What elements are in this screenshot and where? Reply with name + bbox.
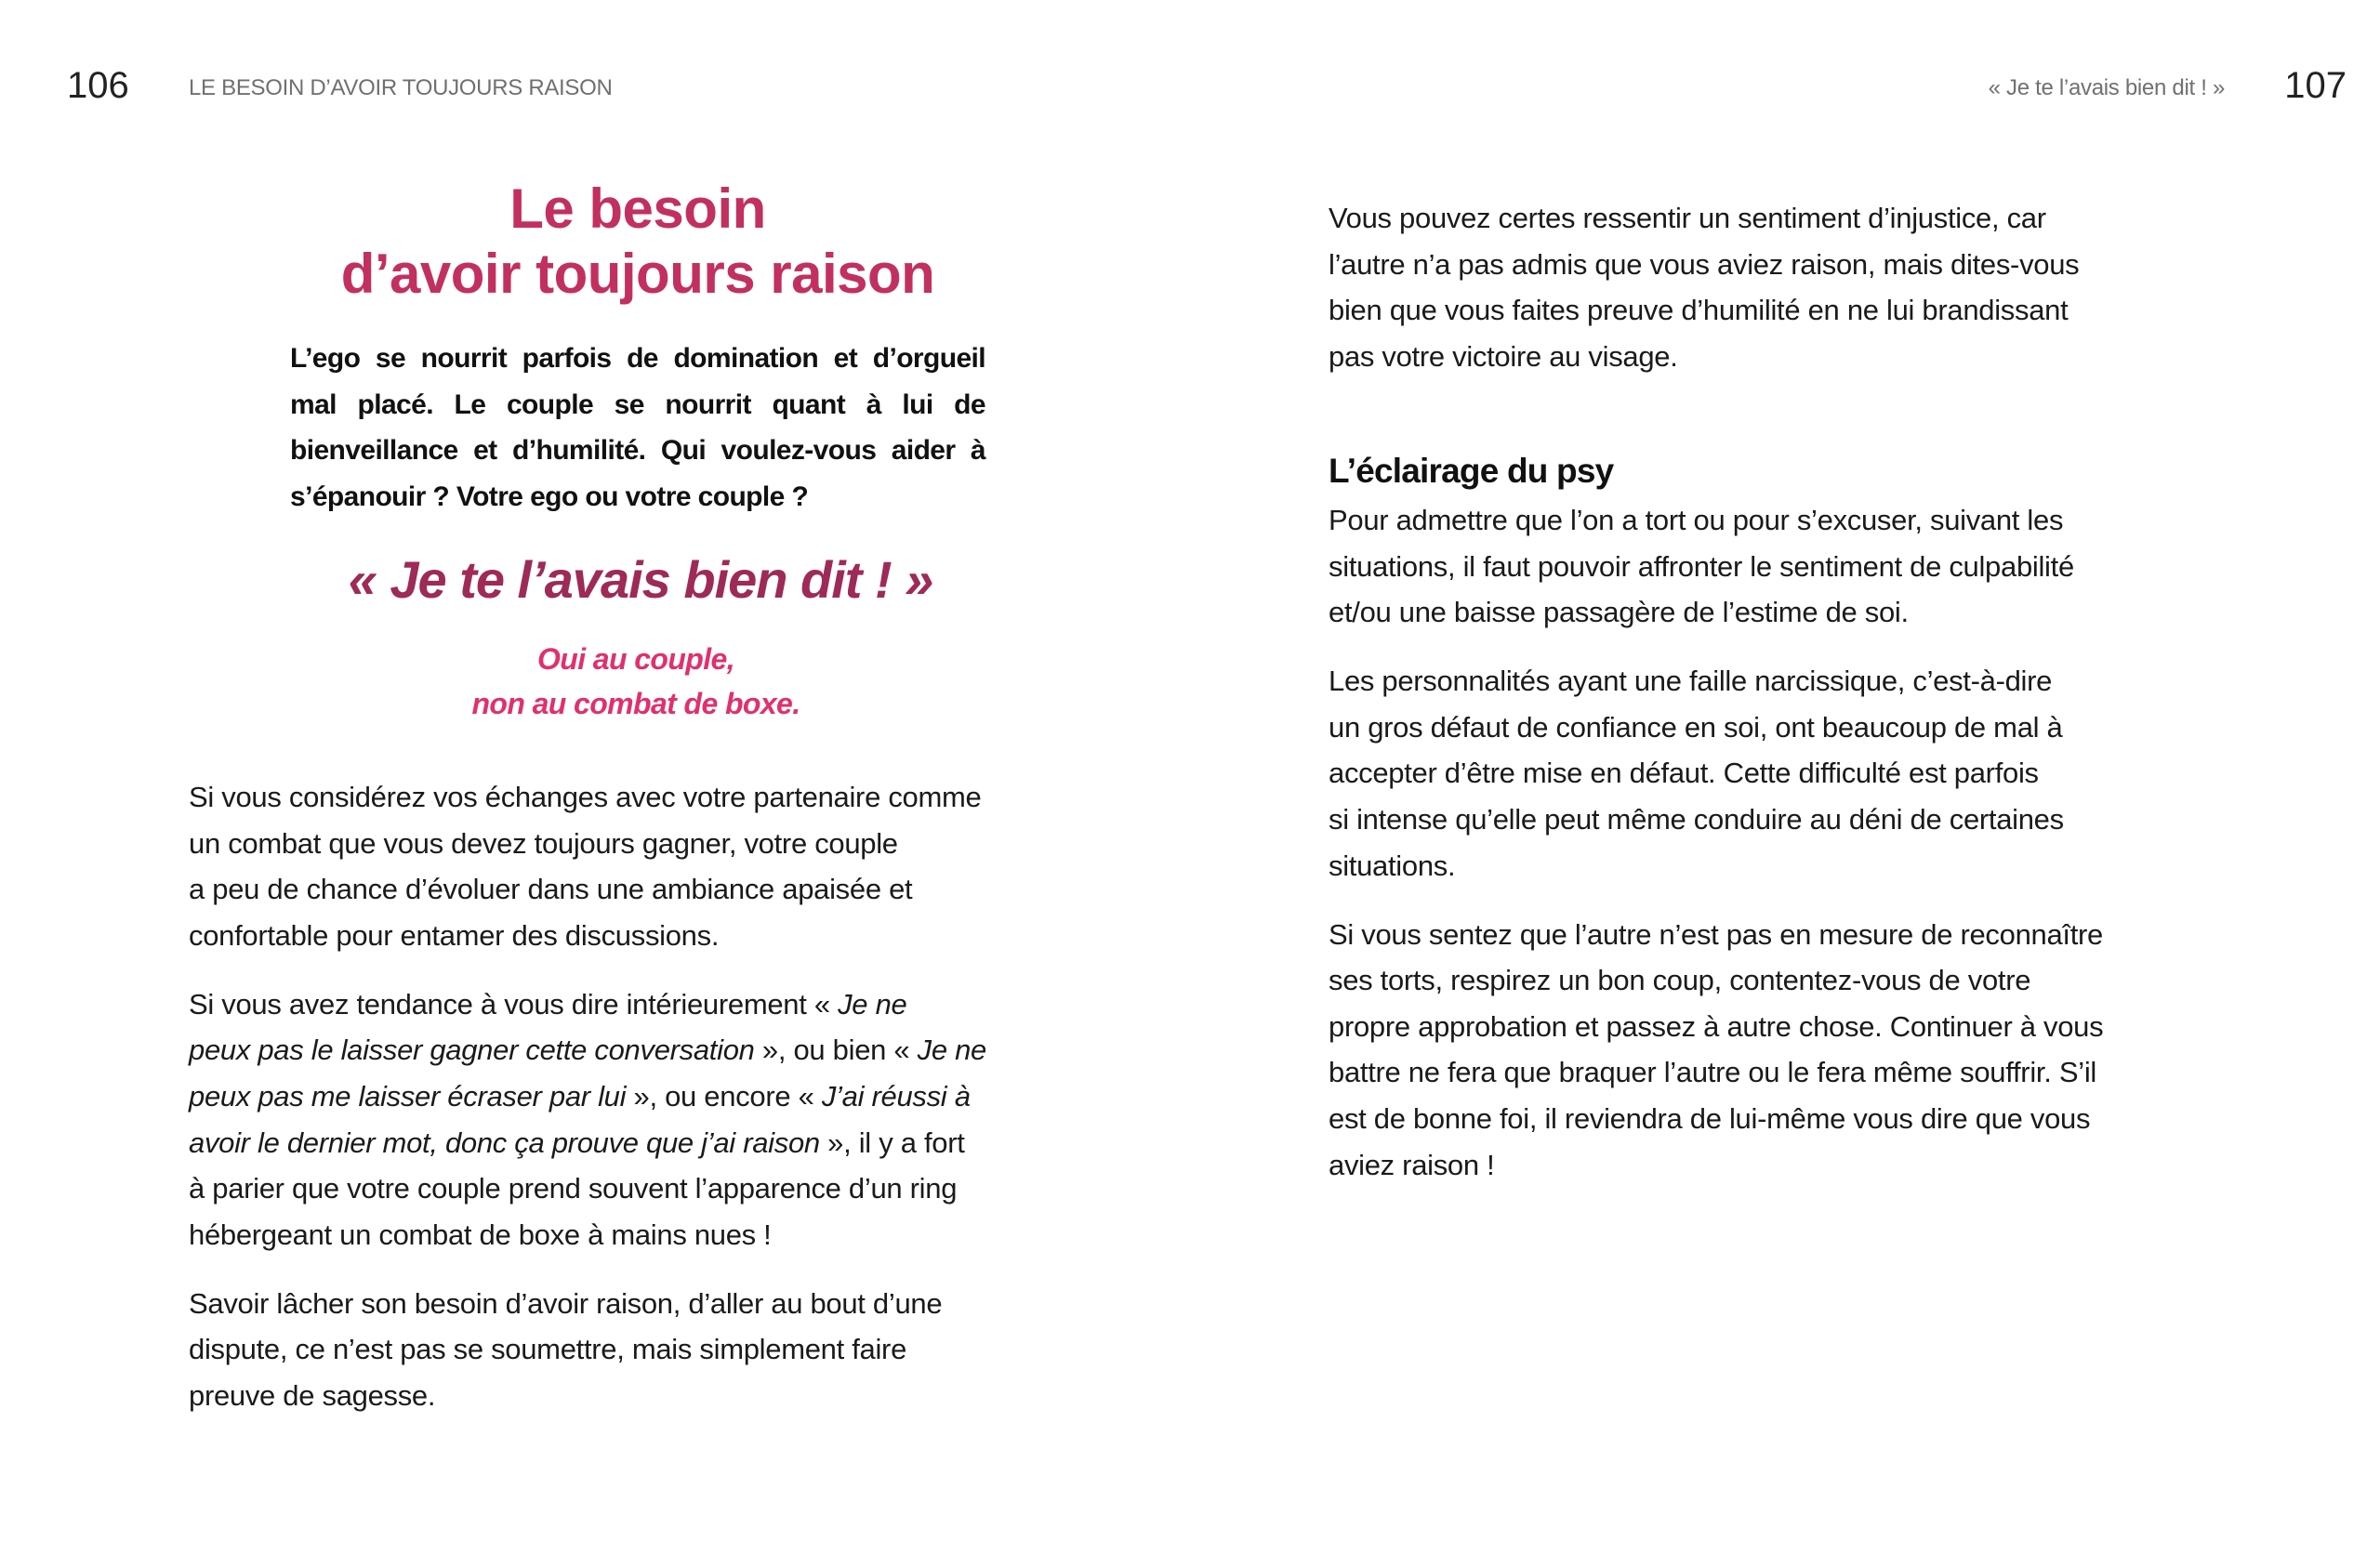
- page-number-left: 106: [67, 65, 129, 106]
- text-line: à parier que votre couple prend souvent l’apparence d’un ring: [189, 1172, 958, 1205]
- left-body-text: [189, 774, 986, 1442]
- italic-quote-text: Je ne: [917, 1034, 986, 1067]
- text-line: pas votre victoire au visage.: [1329, 339, 1678, 373]
- section-quote-title: « Je te l’avais bien dit ! »: [348, 550, 933, 609]
- subtitle-line: non au combat de boxe.: [471, 687, 800, 720]
- italic-quote-text: J’ai réussi à: [821, 1079, 971, 1113]
- text-segment: Si vous avez tendance à vous dire intérieurement «: [189, 987, 839, 1021]
- chapter-title: [0, 177, 1276, 307]
- text-line: Vous pouvez certes ressentir un sentiment d’injustice, car: [1329, 202, 2046, 234]
- text-line: a peu de chance d’évoluer dans une ambiance apaisée et: [189, 873, 913, 906]
- text-line: ses torts, respirez un bon coup, contentez-vous de votre: [1329, 964, 2031, 997]
- right-body-text-top: [1329, 195, 2079, 402]
- text-line: Pour admettre que l’on a tort ou pour s’excuser, suivant les: [1329, 504, 2064, 536]
- intro-line: s’épanouir ? Votre ego ou votre couple ?: [290, 481, 809, 512]
- text-segment: », ou encore «: [626, 1079, 822, 1113]
- section-subtitle: [0, 637, 1272, 726]
- chapter-title-line: Le besoin: [509, 178, 766, 240]
- text-line: si intense qu’elle peut même conduire au déni de certaines: [1329, 802, 2064, 836]
- paragraph: [1329, 497, 2103, 636]
- text-line: propre approbation et passez à autre chose. Continuer à vous: [1329, 1009, 2104, 1043]
- text-line: [189, 1120, 986, 1166]
- chapter-intro: [290, 336, 985, 520]
- italic-quote-text: avoir le dernier mot, donc ça prouve que j’ai raison: [189, 1126, 820, 1159]
- italic-quote-text: Je ne: [838, 987, 907, 1021]
- text-line: et/ou une baisse passagère de l’estime de soi.: [1329, 596, 1909, 629]
- paragraph: [189, 981, 986, 1258]
- subtitle-line: Oui au couple,: [536, 642, 735, 676]
- section-heading-psy: L’éclairage du psy: [1329, 452, 1614, 490]
- paragraph: [189, 774, 986, 958]
- text-line: aviez raison !: [1329, 1148, 1495, 1181]
- text-line: est de bonne foi, il reviendra de lui-même vous dire que vous: [1329, 1101, 2091, 1135]
- paragraph: [1329, 195, 2079, 379]
- text-segment: », ou bien «: [754, 1034, 918, 1067]
- text-line: Si vous sentez que l’autre n’est pas en mesure de reconnaître: [1329, 917, 2103, 951]
- text-line: battre ne fera que braquer l’autre ou le fera même souffrir. S’il: [1329, 1056, 2096, 1089]
- paragraph: [1329, 912, 2103, 1189]
- text-line: situations.: [1329, 849, 1456, 882]
- text-segment: », il y a fort: [819, 1126, 965, 1159]
- text-line: bien que vous faites preuve d’humilité en ne lui brandissant: [1329, 294, 2069, 327]
- right-body-text: [1329, 497, 2103, 1210]
- italic-quote-text: peux pas le laisser gagner cette conversation: [189, 1034, 755, 1067]
- text-line: [189, 1073, 986, 1120]
- chapter-title-line: d’avoir toujours raison: [340, 243, 935, 305]
- page-number-right: 107: [2284, 65, 2347, 106]
- text-line: Les personnalités ayant une faille narcissique, c’est-à-dire: [1329, 665, 2053, 698]
- intro-line: mal placé. Le couple se nourrit quant à lui de: [290, 388, 985, 420]
- intro-line: bienveillance et d’humilité. Qui voulez-vous aider à: [290, 435, 985, 467]
- text-line: confortable pour entamer des discussions.: [189, 918, 720, 952]
- text-line: dispute, ce n’est pas se soumettre, mais simplement faire: [189, 1333, 907, 1366]
- running-header-left: LE BESOIN D’AVOIR TOUJOURS RAISON: [189, 75, 613, 100]
- text-line: un combat que vous devez toujours gagner, votre couple: [189, 826, 898, 860]
- text-line: l’autre n’a pas admis que vous aviez raison, mais dites-vous: [1329, 247, 2080, 281]
- text-line: Si vous considérez vos échanges avec votre partenaire comme: [189, 781, 982, 813]
- italic-quote-text: peux pas me laisser écraser par lui: [189, 1079, 627, 1113]
- text-line: accepter d’être mise en défaut. Cette difficulté est parfois: [1329, 757, 2039, 790]
- intro-line: L’ego se nourrit parfois de domination et d’orgueil: [290, 343, 985, 374]
- running-header-right: « Je te l’avais bien dit ! »: [1988, 75, 2225, 100]
- text-line: [189, 1027, 986, 1073]
- text-line: preuve de sagesse.: [189, 1378, 436, 1412]
- paragraph: [1329, 658, 2103, 889]
- text-line: situations, il faut pouvoir affronter le sentiment de culpabilité: [1329, 549, 2074, 583]
- text-line: un gros défaut de confiance en soi, ont beaucoup de mal à: [1329, 710, 2063, 744]
- text-line: hébergeant un combat de boxe à mains nues !: [189, 1218, 772, 1251]
- paragraph: [189, 1281, 986, 1419]
- text-line: Savoir lâcher son besoin d’avoir raison, d’aller au bout d’une: [189, 1286, 943, 1320]
- text-line: [189, 981, 986, 1028]
